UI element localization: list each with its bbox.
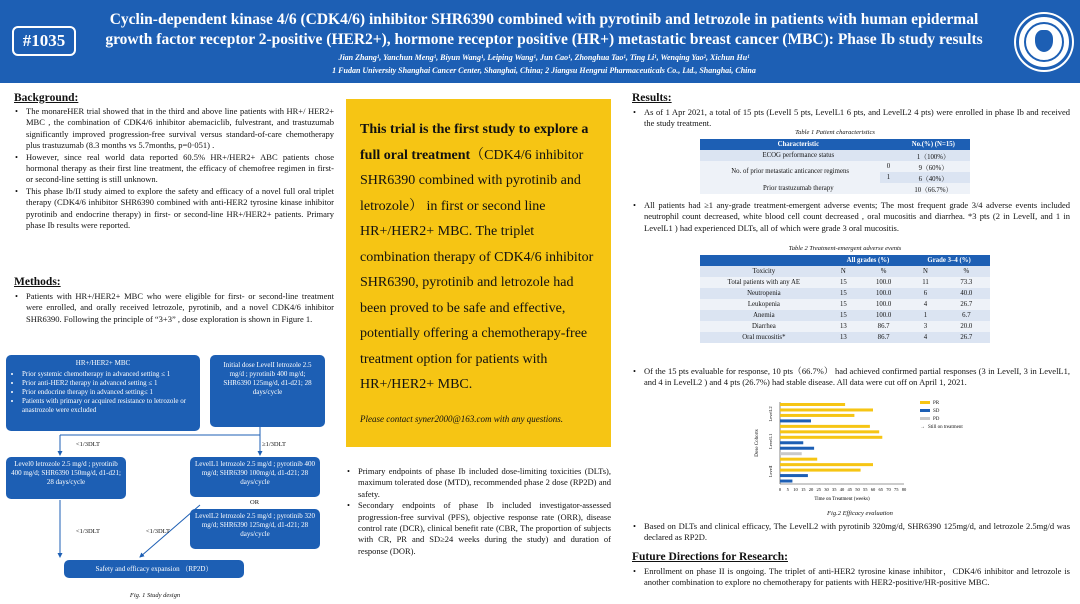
list-item: • Prior endocrine therapy in advanced setting≤ 1 <box>22 388 194 397</box>
chart-bar <box>780 474 808 477</box>
poster-title: Cyclin-dependent kinase 4/6 (CDK4/6) inhibitor SHR6390 combined with pyrotinib and letrozole in patients with human epidermal growth factor receptor 2-positive (HER2+), hormone receptor positive (HR+) metastatic breast cancer (MBC): Phase Ib study results <box>105 11 983 48</box>
x-tick-label: 50 <box>855 487 860 492</box>
group-label: LevelI <box>768 465 773 478</box>
table-cell: 1（100%） <box>897 150 970 161</box>
table-cell: 10（66.7%） <box>897 183 970 194</box>
table-cell: Leukopenia <box>700 299 828 310</box>
list-item: • The monareHER trial showed that in the third and above line patients with HR+/ HER2+ MBC , the combination of CDK4/6 inhibitor abemaciclib, fulvestrant, and trastuzumab significantly improved progression-free survival versus standard-of-care chemotherapy plus trastuzumab (8.3 months vs 5.7months, p=0·051) . <box>26 106 334 152</box>
initial-dose-box: Initial dose LevelI letrozole 2.5 mg/d ; pyrotinib 400 mg/d; SHR6390 125mg/d, d1-d21; 28 days/cycle <box>210 355 325 427</box>
x-tick-label: 15 <box>801 487 806 492</box>
x-tick-label: 5 <box>786 487 789 492</box>
table-cell: Anemia <box>700 310 828 321</box>
poster-header <box>0 0 1080 83</box>
list-item: • Patients with primary or acquired resistance to letrozole or anastrozole were excluded <box>22 397 194 415</box>
table-cell: 26.7 <box>943 299 990 310</box>
flow-label: ≥1/3DLT <box>262 441 286 448</box>
x-tick-label: 55 <box>863 487 868 492</box>
y-axis-label: Dose Cohorts <box>755 429 760 457</box>
fig2-caption: Fig.2 Efficacy evaluation <box>827 510 893 517</box>
x-tick-label: 80 <box>901 487 907 492</box>
list-item: • This phase Ib/II study aimed to explore the safety and efficacy of a novel full oral triplet therapy (CDK4/6 inhibitor SHR6390 combined with anti-HER2 tyrosine kinase inhibitor pyrotinib and endocrine therapy) in first- or second-line HR+/HER2+ patients. Primary phase Ib results were reported. <box>26 186 334 232</box>
flow-label: <1/3DLT <box>146 528 171 535</box>
table-cell: 6 <box>908 288 942 299</box>
table-cell: 100.0 <box>859 299 908 310</box>
table-cell: 4 <box>908 299 942 310</box>
chart-bar <box>780 447 814 450</box>
methods-heading: Methods: <box>14 276 61 288</box>
table-cell: Total patients with any AE <box>700 277 828 288</box>
x-tick-label: 0 <box>778 487 782 492</box>
flow-label: OR <box>250 499 260 506</box>
table-cell: 4 <box>908 332 942 343</box>
chart-bar <box>780 414 854 417</box>
eligibility-box <box>6 355 200 431</box>
chart-bar <box>780 469 861 472</box>
results-list <box>632 107 1070 130</box>
list-item: • Based on DLTs and clinical efficacy, The LevelL2 with pyrotinib 320mg/d, SHR6390 125mg/d, and letrozole 2.5mg/d was declared as RP2D. <box>644 521 1070 544</box>
table-cell: 40.0 <box>943 288 990 299</box>
chart-bar <box>780 452 802 455</box>
authors: Jian Zhang¹, Yanchun Meng¹, Biyun Wang¹, Leiping Wang¹, Jun Cao¹, Zhonghua Tao¹, Ting Li¹, Wenqing Yao², Xichun Hu¹ <box>338 53 750 62</box>
chart-bar <box>780 425 870 428</box>
level0-box: Level0 letrozole 2.5 mg/d ; pyrotinib 400 mg/d; SHR6390 150mg/d, d1-d21; 28 days/cycle <box>6 457 126 499</box>
background-heading: Background: <box>14 92 79 104</box>
group-label: LevelL1 <box>768 433 773 449</box>
table-cell: 20.0 <box>943 321 990 332</box>
chart-bar <box>780 458 817 461</box>
table-cell: 100.0 <box>859 288 908 299</box>
legend-pd: PD <box>920 416 963 424</box>
expansion-box: Safety and efficacy expansion （RP2D） <box>64 560 244 578</box>
group-label: LevelL2 <box>768 406 773 422</box>
table-cell: 15 <box>828 288 859 299</box>
table1-caption: Table 1 Patient characteristics <box>795 129 875 136</box>
legend-sd: SD <box>920 408 963 416</box>
arrow-right-icon: → <box>920 425 925 430</box>
list-item: • Of the 15 pts evaluable for response, 10 pts（66.7%） had achieved confirmed partial responses (3 in LevelI, 3 in LevelL1, and 4 in LevelL2 ) and 4 pts (26.7%) had stable disease. All data were cut off on April 1, 2021. <box>644 366 1070 389</box>
legend-swatch-pd <box>920 417 930 420</box>
list-item: • However, since real world data reported 60.5% HR+/HER2+ ABC patients chose hormonal therapy as their first line treatment, the efficacy of chemofree regimen in first- or second-line setting is still unknown. <box>26 152 334 186</box>
chart-bar <box>780 441 803 444</box>
future-list <box>632 566 1070 589</box>
x-tick-label: 40 <box>839 487 845 492</box>
legend-swatch-sd <box>920 409 930 412</box>
table-cell: 86.7 <box>859 321 908 332</box>
affiliations: 1 Fudan University Shanghai Cancer Center, Shanghai, China; 2 Jiangsu Hengrui Pharmaceuticals Co., Ltd., Shanghai, China <box>332 66 756 75</box>
table-cell: Prior trastuzumab therapy <box>700 183 897 194</box>
levelL1-box: LevelL1 letrozole 2.5 mg/d ; pyrotinib 400 mg/d; SHR6390 100mg/d, d1-d21; 28 days/cycle <box>190 457 320 497</box>
list-item: • All patients had ≥1 any-grade treatment-emergent adverse events; The most frequent grade 3/4 adverse events included neutrophil count decreased, white blood cell count decreased , oral mucositis and diarrhea. *3 pts (2 in LevelI, and 1 in LevelL1 ) had experienced DLTs, all of which were grade 3 oral mucositis. <box>644 200 1070 234</box>
efficacy-chart <box>752 398 912 508</box>
table-cell: % <box>943 266 990 277</box>
table-cell: Neutropenia <box>700 288 828 299</box>
levelL2-box: LevelL2 letrozole 2.5 mg/d ; pyrotinib 320 mg/d; SHR6390 125mg/d, d1-d21; 28 days/cycle <box>190 509 320 549</box>
table2-caption: Table 2 Treatment-emergent adverse events <box>788 245 902 252</box>
results-list-4 <box>632 521 1070 544</box>
x-tick-label: 25 <box>816 487 821 492</box>
chart-bar <box>780 419 811 422</box>
x-tick-label: 65 <box>878 487 883 492</box>
list-item: • Prior systemic chemotherapy in advanced setting ≤ 1 <box>22 370 194 379</box>
x-tick-label: 30 <box>824 487 829 492</box>
table-header: Grade 3–4 (%) <box>908 255 990 266</box>
table-cell: 26.7 <box>943 332 990 343</box>
table-cell: 73.3 <box>943 277 990 288</box>
legend-swatch-pr <box>920 401 930 404</box>
table-cell: 6.7 <box>943 310 990 321</box>
flow-label: <1/3DLT <box>76 441 101 448</box>
table-cell: N <box>828 266 859 277</box>
x-tick-label: 60 <box>870 487 876 492</box>
table-cell: 15 <box>828 310 859 321</box>
table-cell: Toxicity <box>700 266 828 277</box>
table2 <box>700 255 990 343</box>
x-tick-label: 45 <box>847 487 852 492</box>
future-heading: Future Directions for Research: <box>632 551 788 563</box>
table-cell: % <box>859 266 908 277</box>
table-cell: 1 <box>908 310 942 321</box>
chart-bar <box>780 480 792 483</box>
chart-bar <box>780 403 845 406</box>
flow-label: <1/3DLT <box>76 528 101 535</box>
institution-logo-icon <box>1016 14 1072 70</box>
key-message-box <box>346 99 611 447</box>
table-cell: Diarrhea <box>700 321 828 332</box>
contact-text: Please contact syner2000@163.com with any questions. <box>360 413 563 424</box>
x-tick-label: 10 <box>793 487 798 492</box>
results-list-2 <box>632 200 1070 234</box>
table-cell: N <box>908 266 942 277</box>
table-cell: Oral mucositis* <box>700 332 828 343</box>
x-tick-label: 75 <box>894 487 899 492</box>
table-cell: 15 <box>828 299 859 310</box>
poster-number: #1035 <box>12 26 76 56</box>
legend-still: → Still on treatment <box>920 425 963 430</box>
results-list-3 <box>632 366 1070 389</box>
background-list <box>14 106 334 231</box>
list-item: • Primary endpoints of phase Ib included dose-limiting toxicities (DLTs), maximum tolerated dose (MTD), recommended phase 2 dose (RP2D) and safety. <box>358 466 611 500</box>
x-axis-label: Time on Treatment (weeks) <box>814 497 870 502</box>
list-item: • Secondary endpoints of phase Ib included investigator-assessed progression-free survival (PFS), objective response rate (ORR), disease control rate (DCR), clinical benefit rate (CBR, The proportion of subjects with CR, PR and SD≥24 weeks during the study) and duration of response (DOR). <box>358 500 611 557</box>
table-cell: 11 <box>908 277 942 288</box>
chart-legend <box>920 400 963 432</box>
x-tick-label: 20 <box>808 487 814 492</box>
key-message-bold: This trial is the first study to explore a full oral treatment <box>360 122 589 163</box>
table-cell: 100.0 <box>859 277 908 288</box>
chart-bar <box>780 436 882 439</box>
table-cell: 15 <box>828 277 859 288</box>
list-item: • As of 1 Apr 2021, a total of 15 pts (LevelI 5 pts, LevelL1 6 pts, and LevelL2 4 pts) were enrolled in phase Ib and received the study treatment. <box>644 107 1070 130</box>
chart-bar <box>780 408 873 411</box>
table-cell: 13 <box>828 332 859 343</box>
table-cell: 9（60%） <box>897 161 970 172</box>
table-header: No.(%) (N=15) <box>897 139 970 150</box>
fig1-caption: Fig. 1 Study design <box>129 592 181 599</box>
list-item: • Prior anti-HER2 therapy in advanced setting ≤ 1 <box>22 379 194 388</box>
flow-arrows <box>0 425 340 575</box>
x-tick-label: 35 <box>832 487 837 492</box>
legend-pr: PR <box>920 400 963 408</box>
table-cell: 3 <box>908 321 942 332</box>
table1 <box>700 139 970 194</box>
list-item: • Patients with HR+/HER2+ MBC who were eligible for first- or second-line treatment were enrolled, and orally received letrozole, pyrotinib, and a novel CDK4/6 inhibitor SHR6390. Following the principle of “3+3” , dose exploration is shown in Figure 1. <box>26 291 334 325</box>
key-message-text: （CDK4/6 inhibitor SHR6390 combined with pyrotinib and letrozole） in first or second line HR+/HER2+ MBC. The triplet combination therapy of CDK4/6 inhibitor SHR6390, pyrotinib and letrozole had been proved to be safe and effective, potentially offering a chemotherapy-free treatment option for patients with HR+/HER2+ MBC. <box>360 147 594 392</box>
chart-bar <box>780 463 873 466</box>
table-cell: 100.0 <box>859 310 908 321</box>
list-item: • Enrollment on phase II is ongoing. The triplet of anti-HER2 tyrosine kinase inhibitor，CDK4/6 inhibitor and letrozole is another combination to explore no chemotherapy for patients with HER2-positive/HR-positive MBC. <box>644 566 1070 589</box>
methods-list <box>14 291 334 325</box>
table-header: All grades (%) <box>828 255 909 266</box>
table-cell: No. of prior metastatic anticancer regimens <box>700 161 880 183</box>
chart-bar <box>780 430 879 433</box>
eligibility-title: HR+/HER2+ MBC <box>75 359 131 367</box>
endpoints-list <box>346 466 611 557</box>
table-cell: 0 <box>880 161 896 172</box>
x-tick-label: 70 <box>886 487 891 492</box>
table-header: Characteristic <box>700 139 897 150</box>
table-cell: 13 <box>828 321 859 332</box>
table-cell: 1 <box>880 172 896 183</box>
results-heading: Results: <box>632 92 672 104</box>
table-cell: ECOG performance status <box>700 150 897 161</box>
table-cell: 6（40%） <box>897 172 970 183</box>
table-cell: 86.7 <box>859 332 908 343</box>
